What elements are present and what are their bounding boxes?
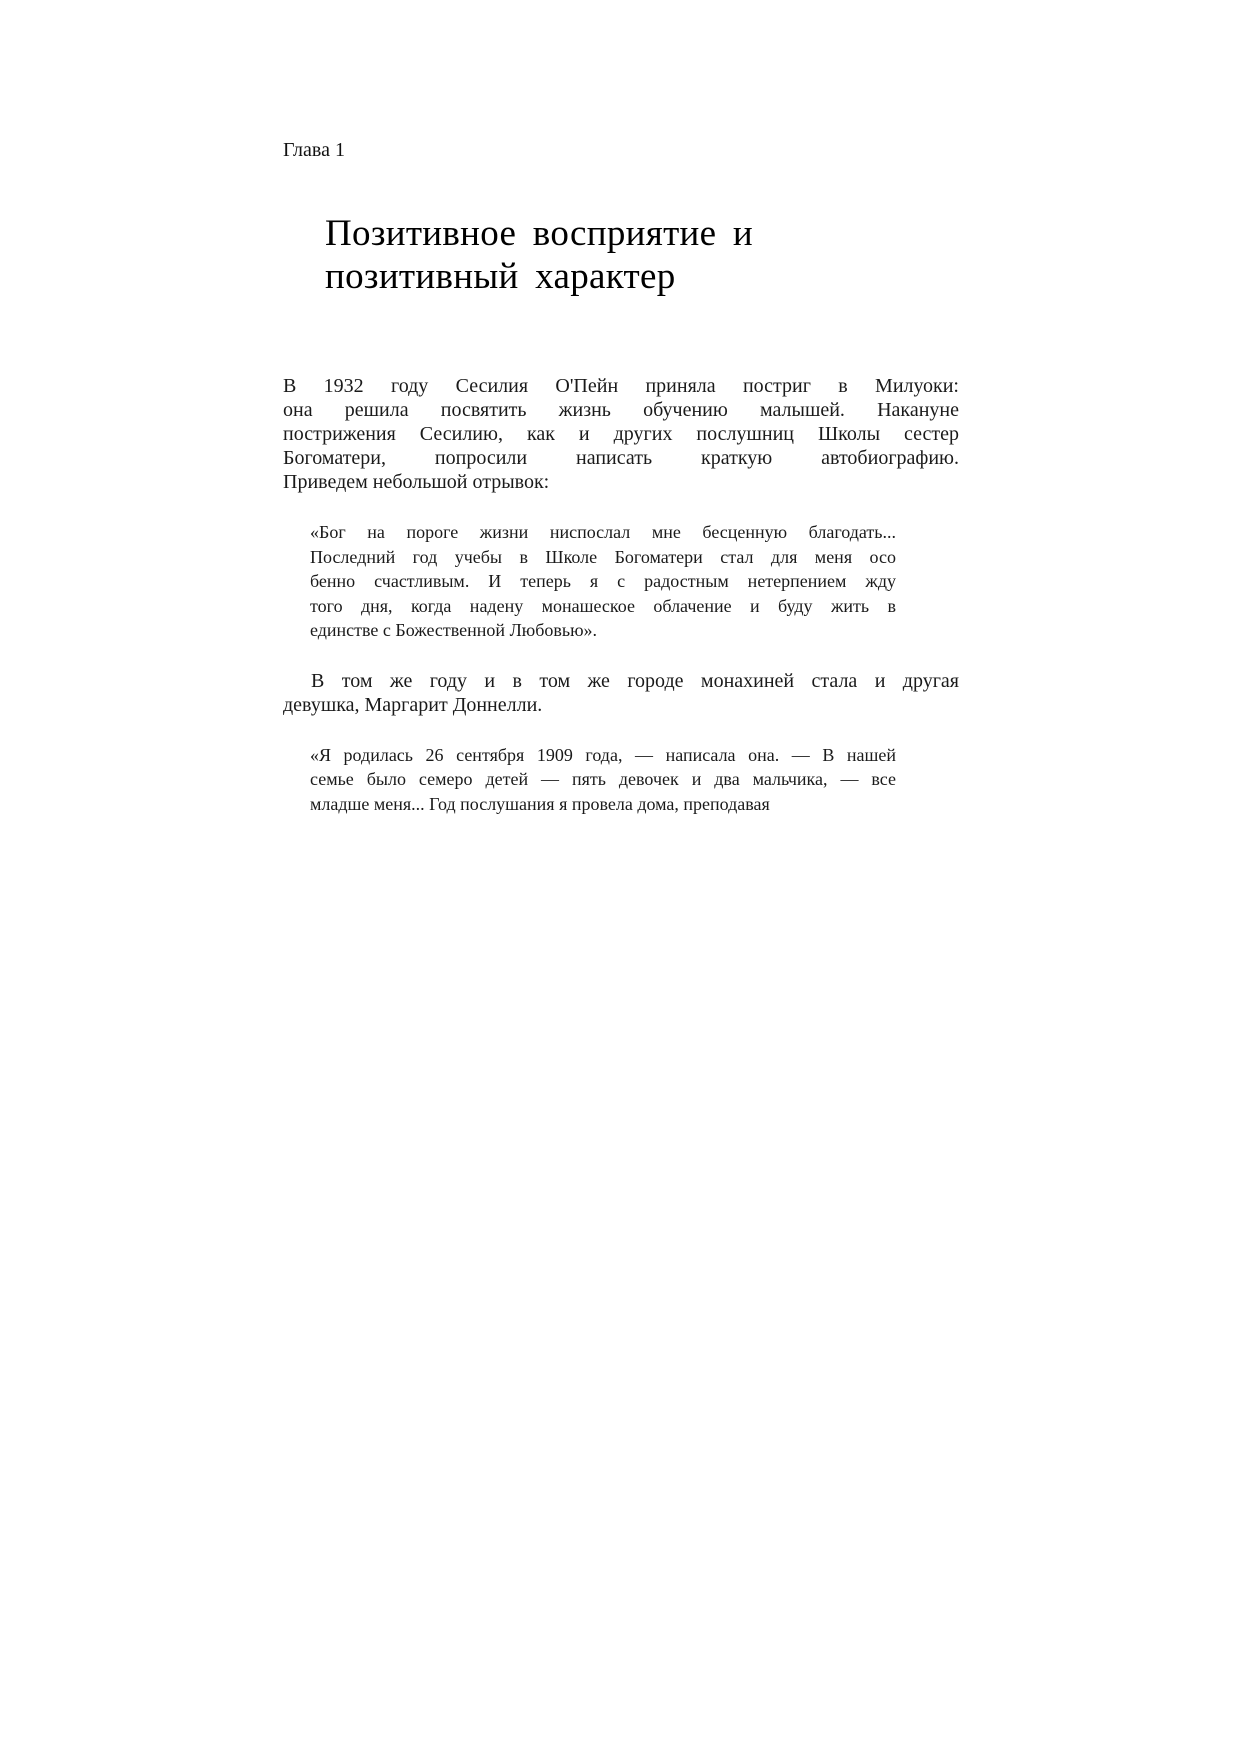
text-line: Богоматери, попросили написать краткую автобиографию. (283, 447, 959, 469)
text-line: пострижения Сесилию, как и других послушниц Школы сестер (283, 423, 959, 445)
text-line: девушка, Маргарит Доннелли. (283, 693, 543, 716)
quote-line: того дня, когда надену монашеское облачение и буду жить в (310, 595, 896, 616)
text-line: она решила посвятить жизнь обучению малышей. Накануне (283, 399, 959, 421)
text-line: В том же году и в том же городе монахиней стала и другая (311, 669, 959, 692)
chapter-label: Глава 1 (283, 139, 345, 161)
paragraph-opening (283, 374, 959, 494)
chapter-title-line-2: позитивный характер (325, 256, 676, 297)
chapter-title-line-1: Позитивное восприятие и (325, 213, 754, 254)
quote-line: семье было семеро детей — пять девочек и два мальчика, — все (310, 769, 896, 789)
quote-line: младше меня... Год послушания я провела дома, преподавая (310, 793, 770, 814)
quote-line: «Бог на пороге жизни ниспослал мне бесценную благодать... (310, 522, 896, 542)
quote-block-margaret (310, 743, 896, 817)
quote-line: единстве с Божественной Любовью». (310, 620, 598, 640)
quote-line: Последний год учебы в Школе Богоматери стал для меня осо (310, 546, 896, 567)
page-content (283, 138, 959, 816)
quote-line: бенно счастливым. И теперь я с радостным нетерпением жду (310, 571, 896, 591)
text-line: Приведем небольшой отрывок: (283, 471, 550, 493)
quote-line: «Я родилась 26 сентября 1909 года, — написала она. — В нашей (310, 744, 896, 765)
paragraph-second (283, 669, 959, 717)
chapter-title (325, 212, 959, 298)
text-line: В 1932 году Сесилия О'Пейн приняла постриг в Милуоки: (283, 375, 959, 397)
quote-block-cecilia (310, 520, 896, 643)
